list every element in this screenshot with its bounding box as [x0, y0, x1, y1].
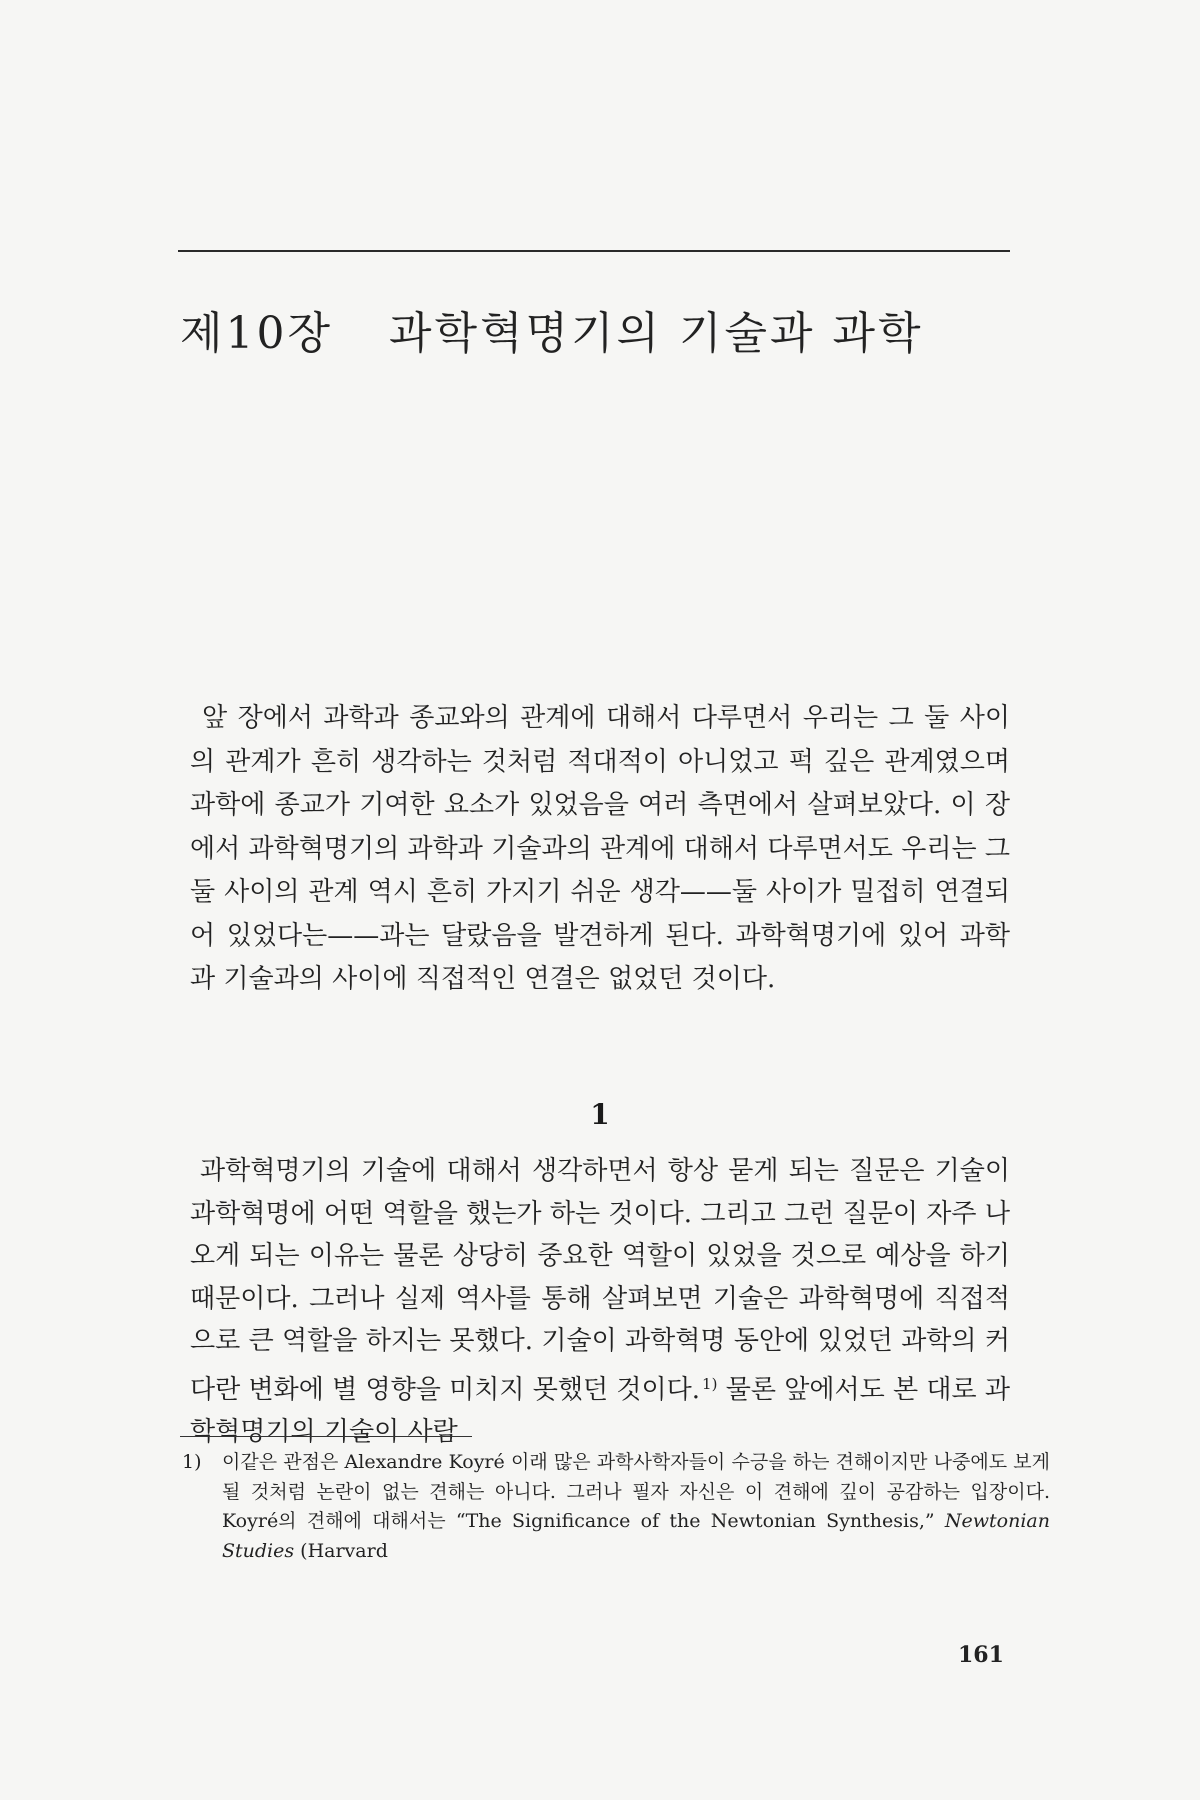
section-paragraph-text: 과학혁명기의 기술에 대해서 생각하면서 항상 묻게 되는 질문은 기술이 과학혁명에 어떤 역할을 했는가 하는 것이다. 그리고 그런 질문이 자주 나오게 되는 이유는 물론 상당히 중요한 역할이 있었을 것으로 예상을 하기 때문이다. 그러나 실제 역사를 통해 살펴보면 기술은 과학혁명에 직접적으로 큰 역할을 하지는 못했다. 기술이 과학혁명 동안에 있었던 과학의 커다란 변화에 별 영향을 미치지 못했던 것이다. — [190, 1156, 1010, 1405]
footnote — [182, 1448, 1050, 1566]
page-number: 161 — [958, 1642, 1004, 1668]
footnote-reference[interactable]: 1) — [702, 1374, 718, 1393]
chapter-number: 제10장 — [180, 308, 333, 360]
footnote-text-2: (Harvard — [294, 1539, 388, 1562]
section-paragraph — [190, 1150, 1010, 1454]
section-paragraph-continued: 물론 앞에서도 본 대로 과학혁명기의 기술이 사람 — [190, 1374, 1010, 1447]
chapter-title: 과학혁명기의 기술과 과학 — [389, 308, 924, 360]
footnote-book-title: Newtonian Studies — [222, 1510, 1050, 1562]
intro-paragraph: 앞 장에서 과학과 종교와의 관계에 대해서 다루면서 우리는 그 둘 사이의 관계가 흔히 생각하는 것처럼 적대적이 아니었고 퍽 깊은 관계였으며 과학에 종교가 기여한 요소가 있었음을 여러 측면에서 살펴보았다. 이 장에서 과학혁명기의 과학과 기술과의 관계에 대해서 다루면서도 우리는 그 둘 사이의 관계 역시 흔히 가지기 쉬운 생각——둘 사이가 밀접히 연결되어 있었다는——과는 달랐음을 발견하게 된다. 과학혁명기에 있어 과학과 기술과의 사이에 직접적인 연결은 없었던 것이다. — [190, 703, 1010, 994]
chapter-heading — [180, 297, 924, 361]
footnote-rule — [180, 1436, 472, 1437]
footnote-text-1: 이같은 관점은 Alexandre Koyré 이래 많은 과학사학자들이 수긍을 하는 견해이지만 나중에도 보게 될 것처럼 논란이 없는 견해는 아니다. 그러나 필자 자신은 이 견해에 깊이 공감하는 입장이다. Koyré의 견해에 대해서는 “The Significance of the Newtonian Synthesis,” — [222, 1451, 1050, 1532]
footnote-mark: 1) — [182, 1451, 202, 1473]
section-number: 1 — [590, 1098, 610, 1131]
chapter-top-rule — [178, 250, 1010, 252]
